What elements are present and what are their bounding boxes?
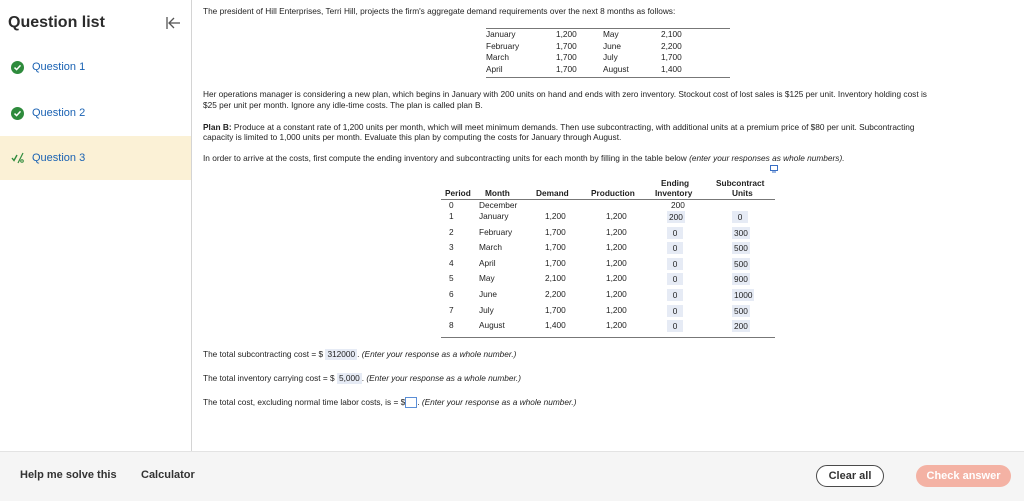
demand-value: 1,700 — [556, 40, 577, 51]
demand-cell: 2,100 — [545, 273, 566, 284]
demand-month: August — [603, 63, 629, 74]
period-cell: 8 — [449, 320, 454, 331]
demand-cell: 1,700 — [545, 257, 566, 268]
check-answer-button[interactable]: Check answer — [916, 465, 1011, 487]
demand-cell: 1,700 — [545, 304, 566, 315]
ending-inventory-cell[interactable]: 0 — [667, 273, 683, 285]
header-sub-2: Units — [732, 188, 753, 198]
production-cell: 1,200 — [606, 320, 627, 331]
production-cell: 1,200 — [606, 273, 627, 284]
subcontract-units-cell[interactable]: 900 — [734, 274, 748, 285]
month-cell: June — [479, 289, 497, 299]
subcontract-units-cell[interactable]: 500 — [734, 243, 748, 254]
production-cell: 1,200 — [606, 304, 627, 315]
demand-row — [486, 51, 701, 63]
calculator-button[interactable]: Calculator — [141, 469, 195, 481]
ending-inventory-cell[interactable]: 200 — [669, 212, 683, 222]
table-row — [441, 318, 781, 333]
month-cell: July — [479, 304, 494, 315]
header-ending-2: Inventory — [655, 188, 693, 198]
inventory-cost-suffix: . — [361, 373, 367, 383]
inventory-cost-input[interactable]: 5,000 — [338, 373, 360, 383]
partial-credit-icon — [10, 151, 24, 165]
period-cell: 7 — [449, 304, 454, 315]
table-row — [441, 225, 781, 240]
demand-month: April — [486, 63, 503, 74]
demand-month: March — [486, 52, 510, 63]
ending-inventory-cell: 200 — [671, 200, 685, 210]
demand-cell: 1,700 — [545, 242, 566, 253]
month-cell: December — [479, 200, 518, 210]
period-cell: 0 — [449, 200, 454, 210]
instructions — [203, 153, 1013, 164]
instructions-text: In order to arrive at the costs, first compute the ending inventory and subcontracting units for each month by filling in the table below — [203, 153, 690, 163]
subcontract-units-cell[interactable]: 1000 — [734, 290, 753, 300]
ending-inventory-cell[interactable]: 0 — [667, 305, 683, 317]
plan-b-label: Plan B: — [203, 122, 232, 132]
production-cell: 1,200 — [606, 242, 627, 253]
sidebar-item-question-2[interactable] — [0, 91, 191, 135]
total-cost-hint: (Enter your response as a whole number.) — [421, 397, 577, 407]
demand-table-bottom-rule — [486, 77, 730, 78]
subcontracting-cost-prefix: The total subcontracting cost = $ — [203, 349, 326, 359]
table-row — [441, 271, 781, 286]
demand-cell: 1,400 — [545, 320, 566, 331]
question-3-label: Question 3 — [32, 152, 86, 164]
collapse-left-icon — [165, 16, 181, 30]
header-period: Period — [445, 188, 471, 198]
month-cell: April — [479, 257, 496, 268]
problem-intro: The president of Hill Enterprises, Terri Hill, projects the firm's aggregate demand requirements over the next 8 months as follows: — [203, 6, 676, 16]
table-row — [441, 240, 781, 255]
total-cost-suffix: . — [417, 397, 422, 407]
question-1-label: Question 1 — [32, 61, 86, 73]
demand-cell: 1,200 — [545, 211, 566, 221]
collapse-sidebar-button[interactable] — [162, 12, 184, 34]
input-help-icon[interactable] — [770, 165, 778, 173]
demand-month: January — [486, 28, 516, 39]
question-list-sidebar — [0, 0, 192, 451]
production-cell: 1,200 — [606, 257, 627, 268]
demand-cell: 1,700 — [545, 226, 566, 237]
subcontract-units-cell[interactable]: 300 — [734, 227, 748, 238]
subcontracting-cost-hint: (Enter your response as a whole number.) — [361, 349, 517, 359]
table-row — [441, 209, 781, 224]
subcontracting-cost-suffix: . — [357, 349, 362, 359]
plan-description-line-1: Her operations manager is considering a new plan, which begins in January with 200 units on hand and ends with zero inventory. Stockout cost of lost sales is $125 per unit. Inventory holding cost is — [203, 89, 927, 99]
header-ending-1: Ending — [661, 178, 690, 188]
clear-all-button[interactable]: Clear all — [816, 465, 884, 487]
plan-b-line-1 — [203, 122, 1013, 133]
period-cell: 4 — [449, 257, 454, 268]
demand-value: 1,700 — [661, 52, 682, 63]
plan-b-text-1: Produce at a constant rate of 1,200 units per month, which will meet minimum demands. Then use subcontracting, with additional units at a premium price of $80 per unit. Subcontracting — [231, 122, 915, 132]
demand-value: 2,200 — [661, 40, 682, 51]
question-2-label: Question 2 — [32, 107, 86, 119]
header-sub-1: Subcontract — [716, 178, 765, 188]
inventory-cost-line — [203, 373, 1013, 384]
subcontracting-cost-input[interactable]: 312000 — [327, 349, 356, 359]
ending-inventory-cell[interactable]: 0 — [667, 320, 683, 332]
total-cost-input[interactable] — [405, 397, 417, 408]
plan-b-line-2: capacity is limited to 1,000 units per month. Evaluate this plan by computing the costs for January through August. — [203, 132, 622, 142]
ending-inventory-cell[interactable]: 0 — [667, 242, 683, 254]
demand-month: February — [486, 40, 520, 51]
period-cell: 3 — [449, 242, 454, 253]
production-cell: 1,200 — [606, 211, 627, 221]
demand-value: 1,700 — [556, 52, 577, 63]
total-cost-prefix: The total cost, excluding normal time labor costs, is = $ — [203, 397, 406, 407]
subcontract-units-cell[interactable]: 500 — [734, 305, 748, 316]
table-bottom-rule — [441, 337, 775, 338]
table-row — [441, 303, 781, 318]
demand-month: May — [603, 28, 619, 39]
subcontract-units-cell[interactable]: 0 — [732, 211, 748, 223]
header-demand: Demand — [536, 188, 569, 198]
demand-cell: 2,200 — [545, 289, 566, 299]
ending-inventory-cell[interactable]: 0 — [667, 227, 683, 239]
instructions-italic: (enter your responses as whole numbers). — [689, 153, 845, 163]
subcontracting-cost-line — [203, 349, 1013, 360]
demand-row — [486, 28, 701, 40]
demand-table — [486, 28, 701, 75]
subcontract-units-cell[interactable]: 500 — [734, 258, 748, 269]
period-cell: 2 — [449, 226, 454, 237]
table-row — [441, 287, 781, 302]
ending-inventory-cell[interactable]: 0 — [667, 289, 683, 301]
period-cell: 5 — [449, 273, 454, 284]
demand-value: 1,400 — [661, 63, 682, 74]
plan-description-line-2: $25 per unit per month. Ignore any idle-time costs. The plan is called plan B. — [203, 100, 483, 110]
demand-month: July — [603, 52, 618, 63]
header-production: Production — [591, 188, 635, 198]
complete-check-icon — [10, 60, 24, 74]
month-cell: May — [479, 273, 495, 284]
inventory-cost-prefix: The total inventory carrying cost = $ — [203, 373, 337, 383]
complete-check-icon — [10, 106, 24, 120]
ending-inventory-cell[interactable]: 0 — [667, 258, 683, 270]
demand-value: 1,200 — [556, 28, 577, 39]
month-cell: August — [479, 320, 505, 331]
period-cell: 1 — [449, 211, 454, 221]
demand-value: 1,700 — [556, 63, 577, 74]
sidebar-header — [8, 12, 184, 34]
inventory-cost-hint: (Enter your response as a whole number.) — [366, 373, 522, 383]
month-cell: January — [479, 211, 509, 221]
production-cell: 1,200 — [606, 289, 627, 299]
month-cell: February — [479, 226, 513, 237]
subcontract-units-cell[interactable]: 200 — [734, 321, 748, 332]
demand-row — [486, 63, 701, 75]
demand-value: 2,100 — [661, 28, 682, 39]
help-me-solve-button[interactable]: Help me solve this — [20, 469, 117, 481]
sidebar-item-question-3[interactable] — [0, 136, 191, 180]
footer-bar — [0, 451, 1024, 501]
production-cell: 1,200 — [606, 226, 627, 237]
demand-month: June — [603, 40, 621, 51]
month-cell: March — [479, 242, 503, 253]
demand-row — [486, 40, 701, 52]
sidebar-item-question-1[interactable] — [0, 45, 191, 89]
header-month: Month — [485, 188, 510, 198]
question-content — [203, 0, 1018, 451]
table-row — [441, 256, 781, 271]
total-cost-line — [203, 397, 1013, 408]
sidebar-title: Question list — [8, 14, 105, 31]
period-cell: 6 — [449, 289, 454, 299]
